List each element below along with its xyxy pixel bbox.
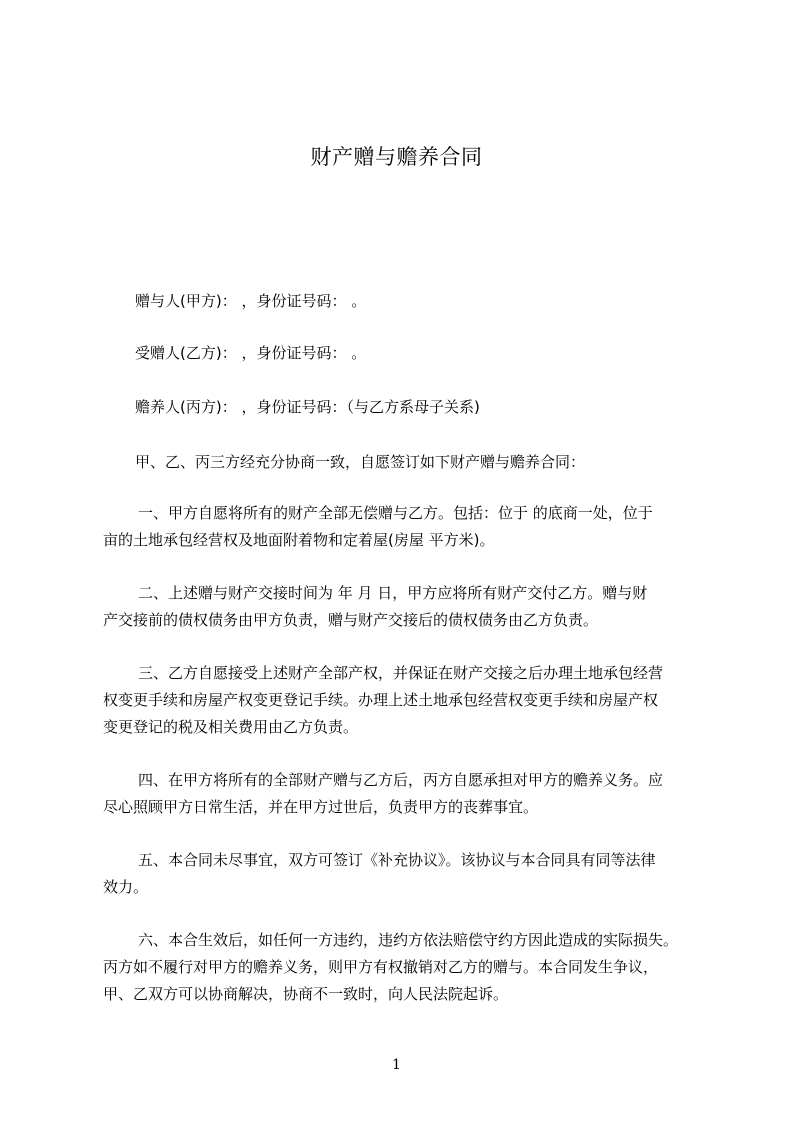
clause-1-line-1: 一、甲方自愿将所有的财产全部无偿赠与乙方。包括：位于 的底商一处，位于 xyxy=(138,504,653,522)
donor-line: 赠与人(甲方)： ，身份证号码： 。 xyxy=(135,292,367,310)
clause-4-line-1: 四、在甲方将所有的全部财产赠与乙方后，丙方自愿承担对甲方的赡养义务。应 xyxy=(138,771,664,789)
clause-5-line-2: 效力。 xyxy=(103,878,149,896)
clause-4 xyxy=(103,767,703,821)
clause-2-line-1: 二、上述赠与财产交接时间为 年 月 日，甲方应将所有财产交付乙方。赠与财 xyxy=(138,584,648,602)
intro-paragraph: 甲、乙、丙三方经充分协商一致，自愿签订如下财产赠与赡养合同： xyxy=(135,453,586,471)
document-title: 财产赠与赡养合同 xyxy=(310,145,483,169)
clause-1 xyxy=(103,500,703,554)
clause-6-line-2: 丙方如不履行对甲方的赡养义务，则甲方有权撤销对乙方的赠与。本合同发生争议， xyxy=(103,958,659,976)
clause-5 xyxy=(103,847,703,901)
clause-2 xyxy=(103,580,703,634)
clause-4-line-2: 尽心照顾甲方日常生活，并在甲方过世后，负责甲方的丧葬事宜。 xyxy=(103,798,539,816)
clause-1-line-2: 亩的土地承包经营权及地面附着物和定着屋(房屋 平方米)。 xyxy=(103,531,495,549)
clause-5-line-1: 五、本合同未尽事宜，双方可签订《补充协议》。该协议与本合同具有同等法律 xyxy=(138,851,656,869)
clause-6 xyxy=(103,927,703,1008)
clause-6-line-3: 甲、乙双方可以协商解决，协商不一致时，向人民法院起诉。 xyxy=(103,985,509,1003)
supporter-line: 赡养人(丙方)： ，身份证号码：（与乙方系母子关系) xyxy=(135,398,480,416)
clause-3 xyxy=(103,660,703,741)
clause-3-line-3: 变更登记的税及相关费用由乙方负责。 xyxy=(103,718,359,736)
clause-2-line-2: 产交接前的债权债务由甲方负责，赠与财产交接后的债权债务由乙方负责。 xyxy=(103,611,599,629)
donee-line: 受赠人(乙方)： ，身份证号码： 。 xyxy=(135,344,367,362)
page-number: 1 xyxy=(392,1057,401,1073)
clause-6-line-1: 六、本合生效后，如任何一方违约，违约方依法赔偿守约方因此造成的实际损失。 xyxy=(138,931,679,949)
clause-3-line-1: 三、乙方自愿接受上述财产全部产权，并保证在财产交接之后办理土地承包经营 xyxy=(138,664,664,682)
clause-3-line-2: 权变更手续和房屋产权变更登记手续。办理上述土地承包经营权变更手续和房屋产权 xyxy=(103,691,659,709)
